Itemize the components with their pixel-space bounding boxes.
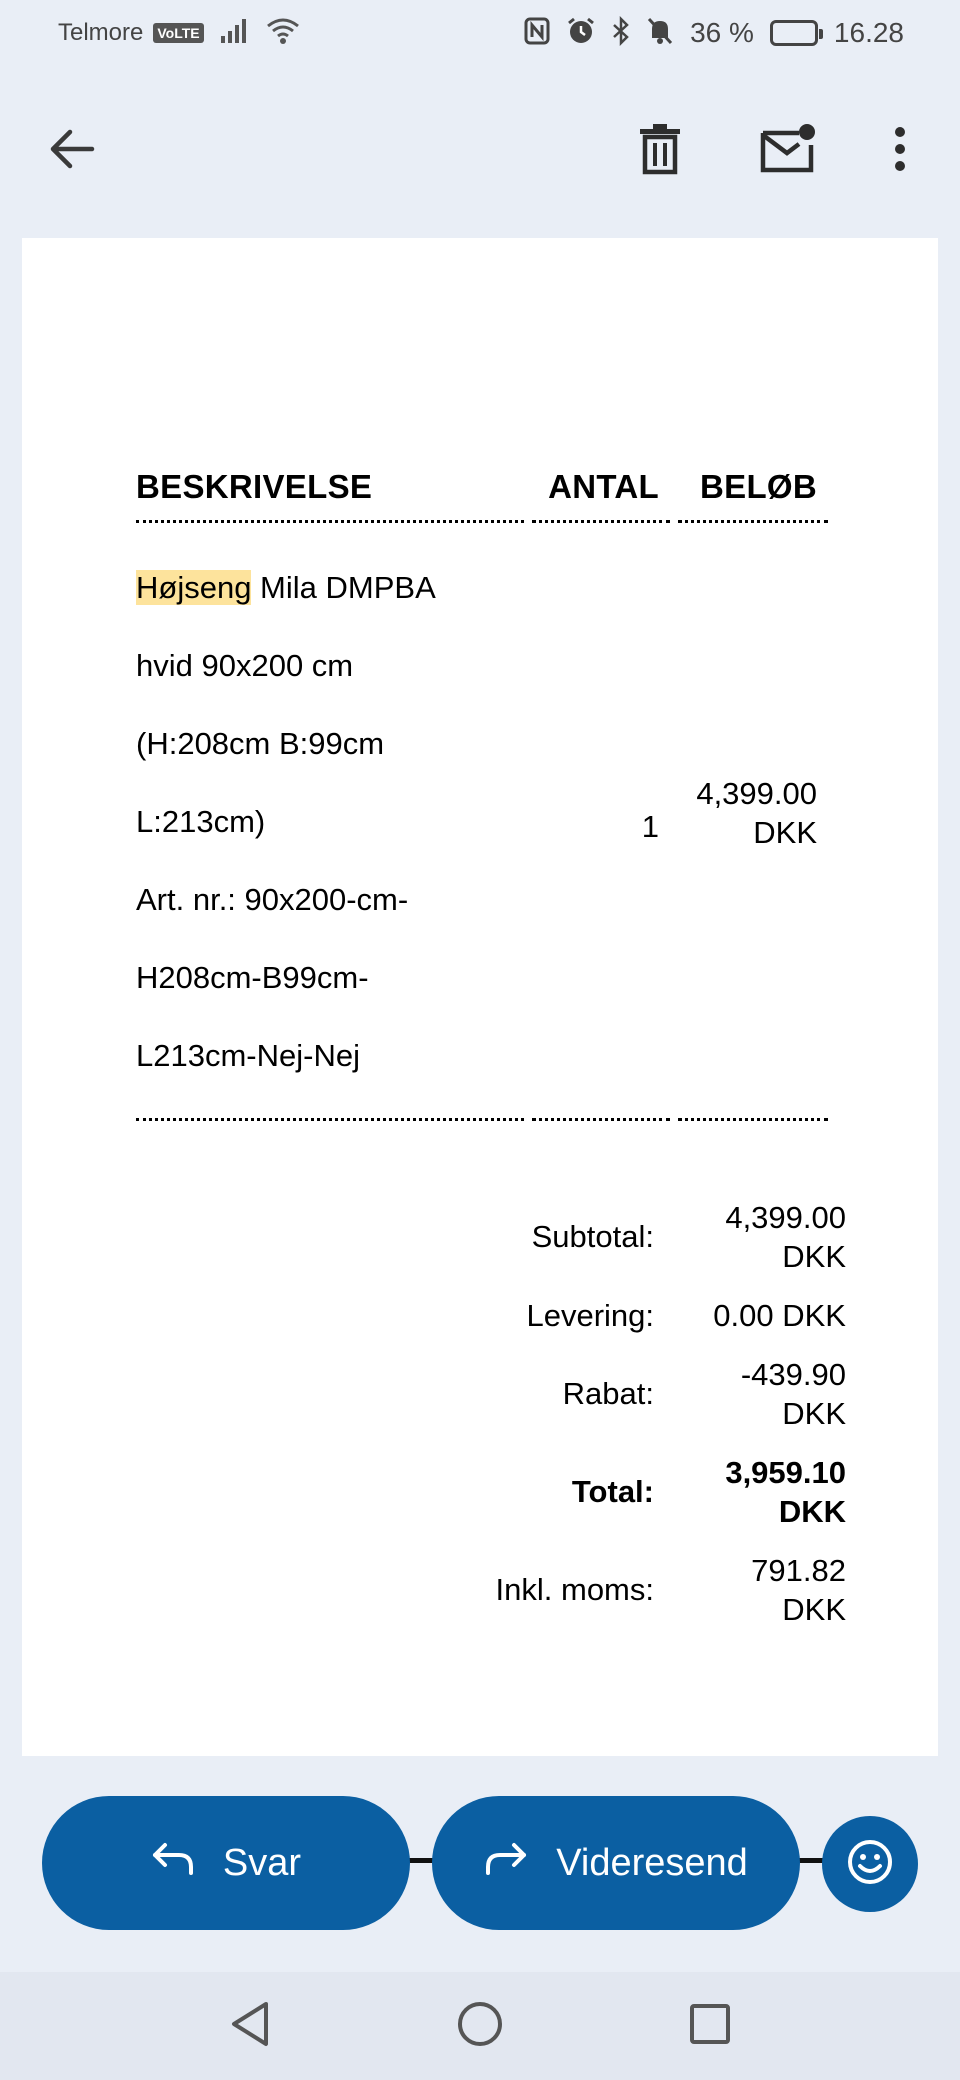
forward-label: Videresend xyxy=(556,1841,748,1884)
search-highlight: Højseng xyxy=(136,570,252,605)
nav-back-button[interactable] xyxy=(220,1996,280,2056)
item-desc-line: L:213cm) xyxy=(136,804,266,839)
more-options-button[interactable] xyxy=(860,111,940,191)
clock: 16.28 xyxy=(833,17,904,48)
vat-currency: DKK xyxy=(782,1592,846,1627)
item-desc-line: Art. nr.: 90x200-cm- xyxy=(136,882,409,917)
vat-amount: 791.82 xyxy=(751,1553,846,1588)
shipping-value xyxy=(700,1296,850,1335)
item-desc-line: L213cm-Nej-Nej xyxy=(136,1038,360,1073)
triangle-back-icon xyxy=(228,2000,272,2053)
smiley-icon xyxy=(846,1838,894,1891)
delete-icon xyxy=(638,123,682,180)
more-vert-icon xyxy=(893,126,907,177)
shipping-amount: 0.00 DKK xyxy=(713,1298,846,1333)
status-bar xyxy=(0,0,960,66)
table-row xyxy=(136,523,850,1116)
item-desc-line-1 xyxy=(136,568,526,607)
order-table xyxy=(136,468,850,1121)
total-amount: 3,959.10 xyxy=(725,1455,846,1490)
volte-badge: VoLTE xyxy=(153,23,203,43)
divider xyxy=(136,520,850,523)
back-arrow-icon xyxy=(48,127,96,176)
header-description: BESKRIVELSE xyxy=(136,468,373,505)
table-header xyxy=(136,468,850,506)
discount-currency: DKK xyxy=(782,1396,846,1431)
mute-bell-icon xyxy=(646,16,674,51)
email-body xyxy=(22,238,938,1756)
total-currency: DKK xyxy=(778,1494,846,1529)
nav-recents-button[interactable] xyxy=(680,1996,740,2056)
delete-button[interactable] xyxy=(620,111,700,191)
item-amount xyxy=(671,774,821,852)
carrier-name: Telmore xyxy=(58,19,144,46)
square-recents-icon xyxy=(688,2002,732,2051)
email-actions xyxy=(0,1796,960,1930)
circle-home-icon xyxy=(456,2000,504,2053)
subtotal-value xyxy=(700,1198,850,1276)
battery-percent: 36 % xyxy=(690,17,754,48)
alarm-icon xyxy=(566,16,596,51)
total-row xyxy=(136,1453,850,1531)
item-description xyxy=(136,529,526,1114)
vat-value xyxy=(700,1551,850,1629)
forward-icon xyxy=(484,1840,528,1886)
status-bar-left xyxy=(58,17,300,50)
discount-row xyxy=(136,1355,850,1433)
header-quantity: ANTAL xyxy=(548,468,659,505)
wifi-icon xyxy=(266,17,300,50)
total-label: Total: xyxy=(571,1474,654,1509)
item-amount-currency: DKK xyxy=(753,814,817,850)
item-amount-value: 4,399.00 xyxy=(696,775,817,811)
reply-icon xyxy=(151,1840,195,1886)
discount-amount: -439.90 xyxy=(740,1357,846,1392)
subtotal-row xyxy=(136,1198,850,1276)
system-nav-bar xyxy=(0,1972,960,2080)
subtotal-currency: DKK xyxy=(782,1239,846,1274)
signal-icon xyxy=(220,18,250,49)
vat-row xyxy=(136,1551,850,1629)
back-button[interactable] xyxy=(32,111,112,191)
total-value xyxy=(700,1453,850,1531)
mark-unread-icon xyxy=(759,123,817,180)
mark-unread-button[interactable] xyxy=(748,111,828,191)
nav-home-button[interactable] xyxy=(450,1996,510,2056)
item-desc-line: hvid 90x200 cm xyxy=(136,648,354,683)
status-bar-right xyxy=(524,16,904,51)
subtotal-amount: 4,399.00 xyxy=(725,1200,846,1235)
order-totals xyxy=(136,1198,850,1649)
item-desc-line: (H:208cm B:99cm xyxy=(136,726,385,761)
reply-button[interactable] xyxy=(42,1796,410,1930)
divider xyxy=(136,1118,850,1121)
shipping-row xyxy=(136,1296,850,1335)
nfc-icon xyxy=(524,17,550,50)
top-app-bar xyxy=(0,66,960,236)
battery-icon xyxy=(770,20,818,46)
emoji-reaction-button[interactable] xyxy=(822,1816,918,1912)
forward-button[interactable] xyxy=(432,1796,800,1930)
reply-label: Svar xyxy=(222,1841,302,1884)
item-name-rest: Mila DMPBA xyxy=(251,570,436,605)
discount-label: Rabat: xyxy=(562,1376,654,1411)
item-desc-line: H208cm-B99cm- xyxy=(136,960,369,995)
bluetooth-icon xyxy=(612,16,630,51)
header-amount: BELØB xyxy=(700,468,817,505)
item-quantity: 1 xyxy=(641,809,659,844)
subtotal-label: Subtotal: xyxy=(531,1219,654,1254)
discount-value xyxy=(700,1355,850,1433)
shipping-label: Levering: xyxy=(526,1297,654,1333)
vat-label: Inkl. moms: xyxy=(495,1572,654,1607)
